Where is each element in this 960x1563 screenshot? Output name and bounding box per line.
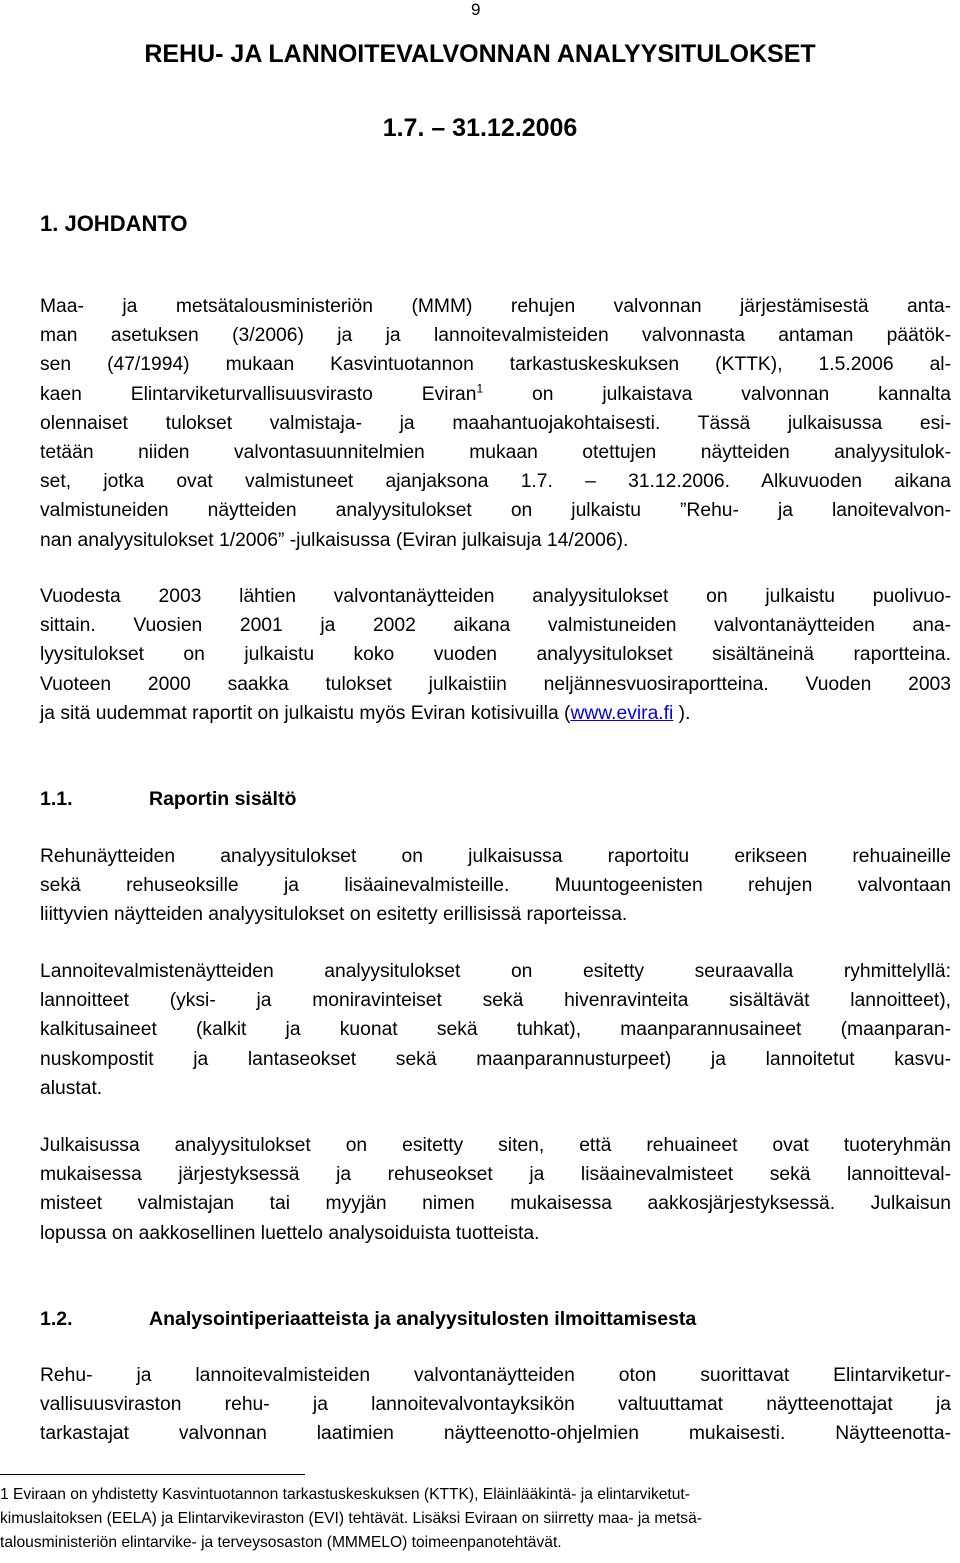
footnote xyxy=(0,1483,948,1555)
text-line: Rehunäytteiden analyysitulokset on julkaisussa raportoitu erikseen rehuaineille xyxy=(40,846,951,867)
document-period: 1.7. – 31.12.2006 xyxy=(382,114,578,142)
text-line: misteet valmistajan tai myyjän nimen mukaisessa aakkosjärjestyksessä. Julkaisun xyxy=(40,1193,951,1215)
section-1-1-paragraph-2 xyxy=(40,957,951,1103)
text-segment: ). xyxy=(673,702,691,724)
text-line: sekä rehuseoksille ja lisäainevalmisteille. Muuntogeenisten rehujen valvontaan xyxy=(40,875,951,897)
footnote-separator xyxy=(0,1474,305,1475)
text-line: sen (47/1994) mukaan Kasvintuotannon tarkastuskeskuksen (KTTK), 1.5.2006 al- xyxy=(40,354,951,376)
text-segment: kaen Elintarviketurvallisuusvirasto Eviran xyxy=(40,383,477,405)
text-line: lyysitulokset on julkaistu koko vuoden analyysitulokset sisältäneinä raportteina. xyxy=(40,644,951,666)
text-segment: ja sitä uudemmat raportit on julkaistu myös Eviran kotisivuilla ( xyxy=(40,702,571,724)
text-line: alustat. xyxy=(40,1077,103,1099)
text-line: Julkaisussa analyysitulokset on esitetty siten, että rehuaineet ovat tuoteryhmän xyxy=(40,1135,951,1156)
section-1-1-heading xyxy=(40,784,940,814)
text-line: man asetuksen (3/2006) ja ja lannoitevalmisteiden valvonnasta antaman päätök- xyxy=(40,325,951,347)
text-line: Rehu- ja lannoitevalmisteiden valvontanäytteiden oton suorittavat Elintarviketur- xyxy=(40,1365,951,1386)
section-title: Analysointiperiaatteista ja analyysitulosten ilmoittamisesta xyxy=(149,1308,697,1330)
section-1-1-paragraph-1 xyxy=(40,842,951,930)
section-1-2-paragraph-1 xyxy=(40,1361,951,1449)
text-line: valmistuneiden näytteiden analyysitulokset on julkaistu ”Rehu- ja lanoitevalvon- xyxy=(40,500,951,522)
text-line: kimuslaitoksen (EELA) ja Elintarvikeviraston (EVI) tehtävät. Lisäksi Eviraan on siirretty maa- ja metsä- xyxy=(0,1510,702,1527)
text-line: tarkastajat valvonnan laatimien näytteenotto-ohjelmien mukaisesti. Näytteenotta- xyxy=(40,1423,951,1445)
section-1-1-paragraph-3 xyxy=(40,1131,951,1248)
text-line: nuskompostit ja lantaseokset sekä maanparannusturpeet) ja lannoitetut kasvu- xyxy=(40,1048,951,1070)
text-line: Vuodesta 2003 lähtien valvontanäytteiden analyysitulokset on julkaistu puolivuo- xyxy=(40,586,951,607)
text-line: Vuoteen 2000 saakka tulokset julkaistiin neljännesvuosiraportteina. Vuoden 2003 xyxy=(40,673,951,695)
text-segment: on julkaistava valvonnan kannalta xyxy=(483,383,951,405)
text-line: kalkitusaineet (kalkit ja kuonat sekä tuhkat), maanparannusaineet (maanparan- xyxy=(40,1019,951,1041)
section-number: 1.2. xyxy=(40,1308,73,1330)
text-line: mukaisessa järjestyksessä ja rehuseokset ja lisäainevalmisteet sekä lannoitteval- xyxy=(40,1164,951,1186)
footnote-reference: 1 xyxy=(476,381,484,396)
text-line xyxy=(40,699,951,728)
section-1-2-heading xyxy=(40,1304,940,1334)
text-line: liittyvien näytteiden analyysitulokset on esitetty erillisissä raporteissa. xyxy=(40,904,628,926)
text-line: set, jotka ovat valmistuneet ajanjaksona 1.7. – 31.12.2006. Alkuvuoden aikana xyxy=(40,471,951,493)
text-line: olennaiset tulokset valmistaja- ja maahantuojakohtaisesti. Tässä julkaisussa esi- xyxy=(40,412,951,434)
text-line xyxy=(0,1483,948,1507)
text-line: vallisuusviraston rehu- ja lannoitevalvontayksikön valtuuttamat näytteenottajat ja xyxy=(40,1394,951,1416)
section-number: 1.1. xyxy=(40,788,73,810)
section-1-heading: 1. JOHDANTO xyxy=(40,211,188,236)
text-line xyxy=(40,380,951,409)
text-line: lopussa on aakkosellinen luettelo analysoiduista tuotteista. xyxy=(40,1222,540,1244)
text-line: lannoitteet (yksi- ja moniravinteiset sekä hivenravinteita sisältävät lannoitteet), xyxy=(40,990,951,1012)
document-title: REHU- JA LANNOITEVALVONNAN ANALYYSITULOKSET xyxy=(144,40,816,68)
section-1-paragraph-1 xyxy=(40,292,951,555)
section-1-paragraph-2 xyxy=(40,582,951,728)
text-line: sittain. Vuosien 2001 ja 2002 aikana valmistuneiden valvontanäytteiden ana- xyxy=(40,615,951,637)
text-line: nan analyysitulokset 1/2006” -julkaisussa (Eviran julkaisuja 14/2006). xyxy=(40,529,629,551)
text-line: Lannoitevalmistenäytteiden analyysitulokset on esitetty seuraavalla ryhmittelyllä: xyxy=(40,961,951,982)
section-title: Raportin sisältö xyxy=(149,788,297,810)
text-segment: Eviraan on yhdistetty Kasvintuotannon tarkastuskeskuksen (KTTK), Eläinlääkintä- ja elintarviketut- xyxy=(8,1486,690,1503)
text-line: talousministeriön elintarvike- ja terveysosaston (MMMELO) toimeenpanotehtävät. xyxy=(0,1534,562,1551)
text-line: tetään niiden valvontasuunnitelmien mukaan otettujen näytteiden analyysitulok- xyxy=(40,442,951,464)
footnote-marker: 1 xyxy=(0,1486,9,1503)
evira-website-link[interactable]: www.evira.fi xyxy=(570,702,674,724)
text-line: Maa- ja metsätalousministeriön (MMM) rehujen valvonnan järjestämisestä anta- xyxy=(40,296,951,317)
page-number: 9 xyxy=(471,0,481,19)
